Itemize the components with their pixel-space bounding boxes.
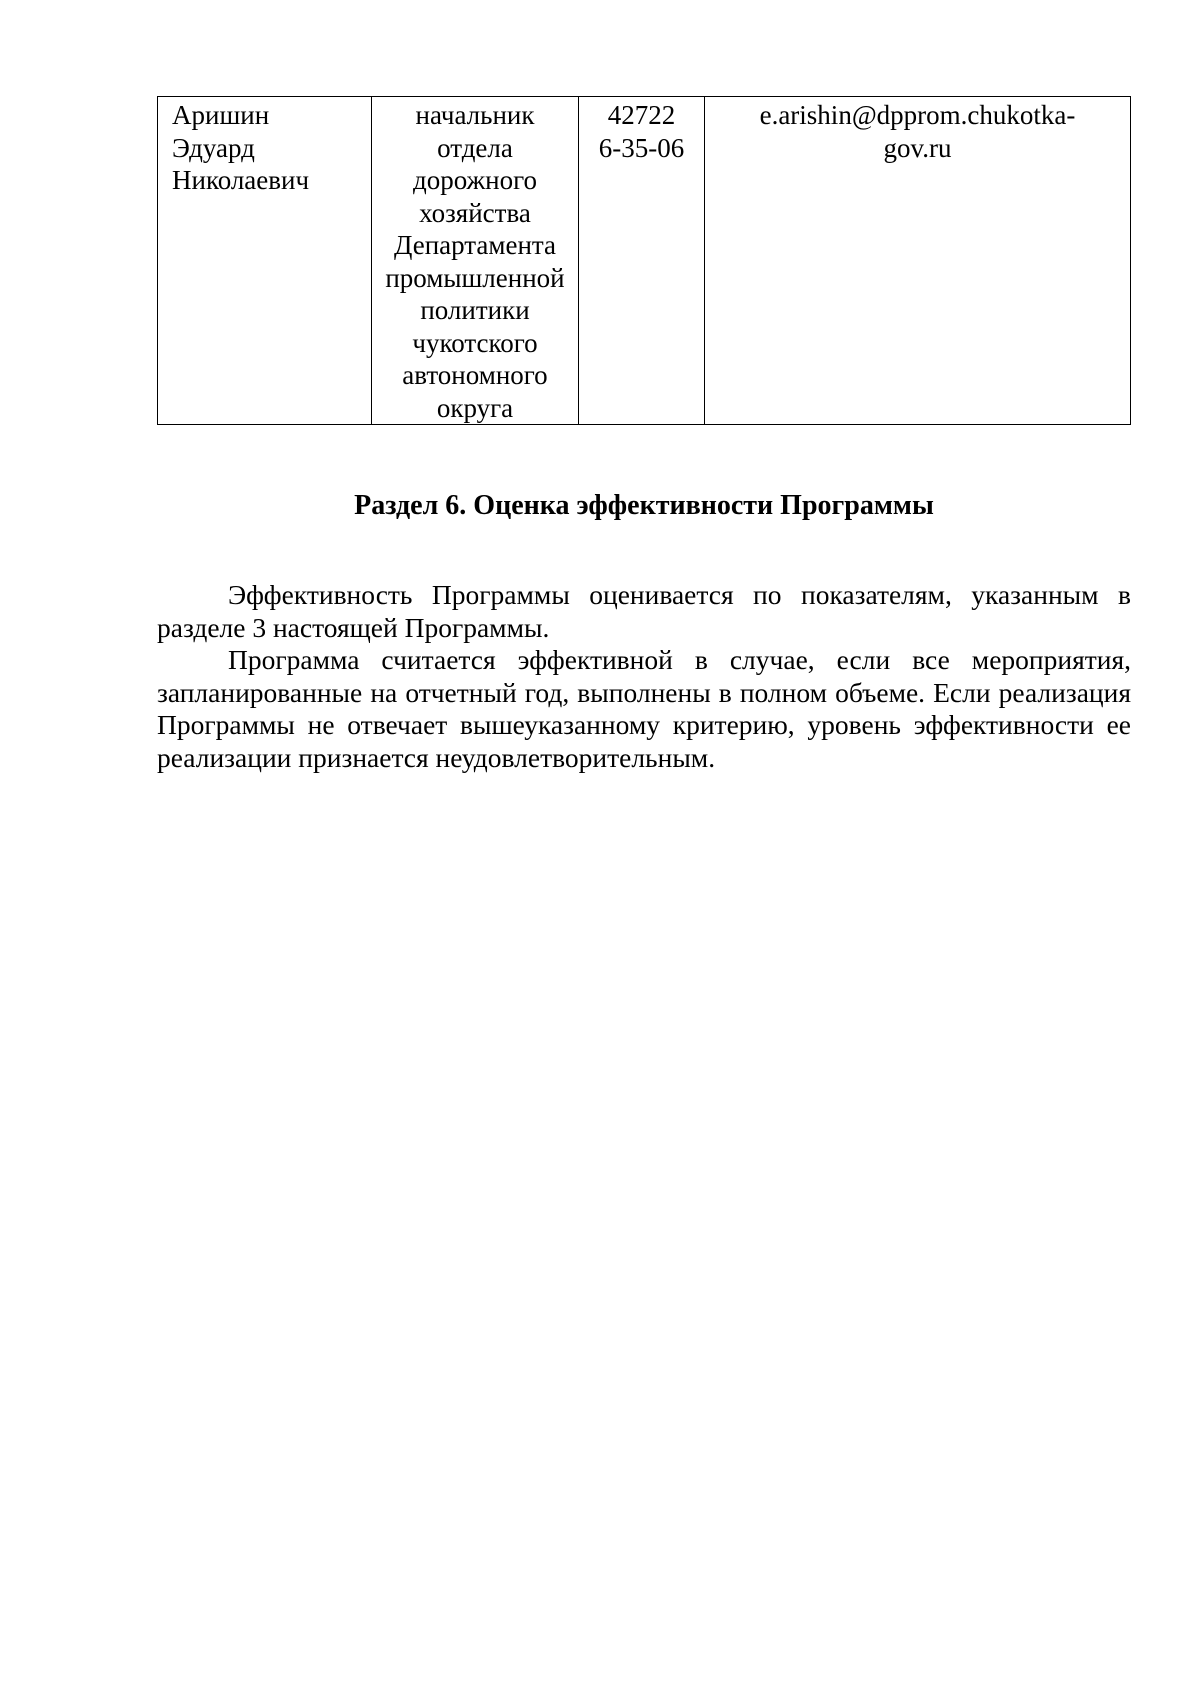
contact-position-line: чукотского xyxy=(412,327,538,358)
section-heading: Раздел 6. Оценка эффективности Программы xyxy=(354,490,934,521)
table-row xyxy=(158,97,1131,425)
contact-position-line: начальник xyxy=(415,100,535,130)
contact-position-line: промышленной xyxy=(385,262,565,293)
contact-position-line: политики xyxy=(420,295,530,325)
contact-position-line: автономного xyxy=(402,360,548,390)
contact-phone-cell xyxy=(579,97,705,425)
contact-name-line: Эдуард xyxy=(172,132,255,163)
contact-phone-line: 42722 xyxy=(607,100,676,130)
contact-position-line: отдела xyxy=(437,132,513,163)
contact-name-cell xyxy=(158,97,372,425)
body-paragraph: Эффективность Программы оценивается по показателям, указанным в разделе 3 настоящей Программы. xyxy=(157,579,1131,643)
contact-position-line: дорожного xyxy=(412,165,538,195)
contact-position-cell xyxy=(372,97,579,425)
contact-name-line: Аришин xyxy=(172,100,270,130)
contact-position-line: округа xyxy=(436,392,514,423)
contact-email-line: gov.ru xyxy=(883,132,952,163)
contact-position-line: Департамента xyxy=(393,230,557,260)
contact-email-cell xyxy=(705,97,1131,425)
contact-table xyxy=(157,96,1131,425)
contact-name-line: Николаевич xyxy=(172,165,310,195)
body-paragraph: Программа считается эффективной в случае, если все мероприятия, запланированные на отчетный год, выполнены в полном объеме. Если реализация Программы не отвечает вышеуказанному критерию, уровень эффективности ее реализации признается неудовлетворительным. xyxy=(157,644,1131,773)
contact-email-line: e.arishin@dpprom.chukotka- xyxy=(759,100,1076,130)
contact-position-line: хозяйства xyxy=(419,197,531,228)
contact-phone-line: 6-35-06 xyxy=(598,132,685,163)
